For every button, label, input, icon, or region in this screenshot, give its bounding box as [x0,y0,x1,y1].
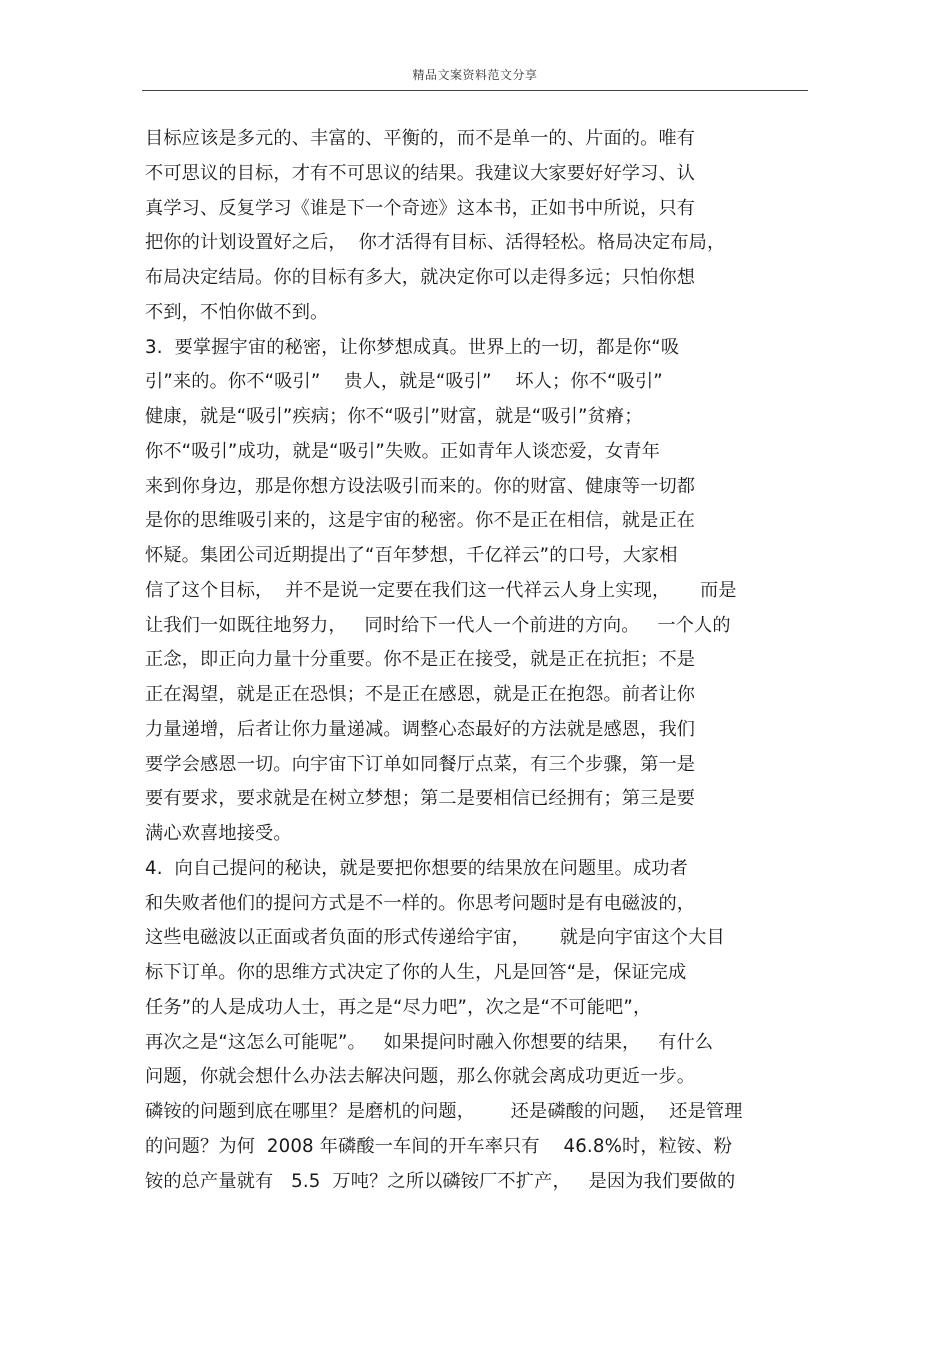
text-line: 磷铵的问题到底在哪里？是磨机的问题， 还是磷酸的问题， 还是管理 [145,1101,743,1122]
text-line: 是你的思维吸引来的，这是宇宙的秘密。你不是正在相信，就是正在 [145,510,696,532]
text-line: 把你的计划设置好之后， 你才活得有目标、活得轻松。格局决定布局， [145,232,726,254]
document-body [145,122,815,1199]
text-line: 3. 要掌握宇宙的秘密，让你梦想成真。世界上的一切，都是你“吸 [145,336,680,358]
text-line: 引”来的。你不“吸引” 贵人，就是“吸引” 坏人；你不“吸引” [145,371,663,393]
text-line: 这些电磁波以正面或者负面的形式传递给宇宙， 就是向宇宙这个大目 [145,927,725,949]
text-line: 正念，即正向力量十分重要。你不是正在接受，就是正在抗拒；不是 [145,649,696,671]
text-line: 力量递增，后者让你力量递减。调整心态最好的方法就是感恩，我们 [145,718,696,740]
text-line: 你不“吸引”成功，就是“吸引”失败。正如青年人谈恋爱，女青年 [145,440,661,462]
text-line: 来到你身边，那是你想方设法吸引而来的。你的财富、健康等一切都 [145,475,696,497]
text-line: 健康，就是“吸引”疾病；你不“吸引”财富，就是“吸引”贫瘠； [145,406,643,427]
text-line: 铵的总产量就有 5.5 万吨？之所以磷铵厂不扩产， 是因为我们要做的 [145,1170,736,1192]
text-line: 真学习、反复学习《谁是下一个奇迹》这本书，正如书中所说，只有 [145,197,696,219]
text-line: 不到，不怕你做不到。 [145,301,329,323]
text-line: 不可思议的目标，才有不可思议的结果。我建议大家要好好学习、认 [145,162,696,184]
text-line: 和失败者他们的提问方式是不一样的。你思考问题时是有电磁波的， [145,892,696,914]
text-line: 正在渴望，就是正在恐惧；不是正在感恩，就是正在抱怨。前者让你 [145,684,696,705]
text-line: 布局决定结局。你的目标有多大，就决定你可以走得多远；只怕你想 [145,267,696,288]
text-line: 标下订单。你的思维方式决定了你的人生，凡是回答“是，保证完成 [145,962,687,983]
text-line: 要学会感恩一切。向宇宙下订单如同餐厅点菜，有三个步骤，第一是 [145,753,696,775]
text-line: 满心欢喜地接受。 [145,823,292,844]
text-line: 4. 向自己提问的秘诀，就是要把你想要的结果放在问题里。成功者 [145,857,688,879]
page-header: 精品文案资料范文分享 [412,68,538,82]
text-line: 信了这个目标， 并不是说一定要在我们这一代祥云人身上实现， 而是 [145,579,737,601]
text-line: 让我们一如既往地努力， 同时给下一代人一个前进的方向。 一个人的 [145,614,731,636]
header-divider [142,90,808,91]
text-line: 要有要求，要求就是在树立梦想；第二是要相信已经拥有；第三是要 [145,788,696,810]
text-line: 任务”的人是成功人士，再之是“尽力吧”，次之是“不可能吧”， [145,996,652,1018]
text-line: 问题，你就会想什么办法去解决问题，那么你就会离成功更近一步。 [145,1066,696,1088]
text-line: 再次之是“这怎么可能呢”。 如果提问时融入你想要的结果， 有什么 [145,1031,714,1053]
text-line: 的问题？为何 2008 年磷酸一车间的开车率只有 46.8%时，粒铵、粉 [145,1135,733,1157]
text-line: 怀疑。集团公司近期提出了“百年梦想，千亿祥云”的口号，大家相 [145,545,678,566]
text-line: 目标应该是多元的、丰富的、平衡的，而不是单一的、片面的。唯有 [145,128,696,149]
